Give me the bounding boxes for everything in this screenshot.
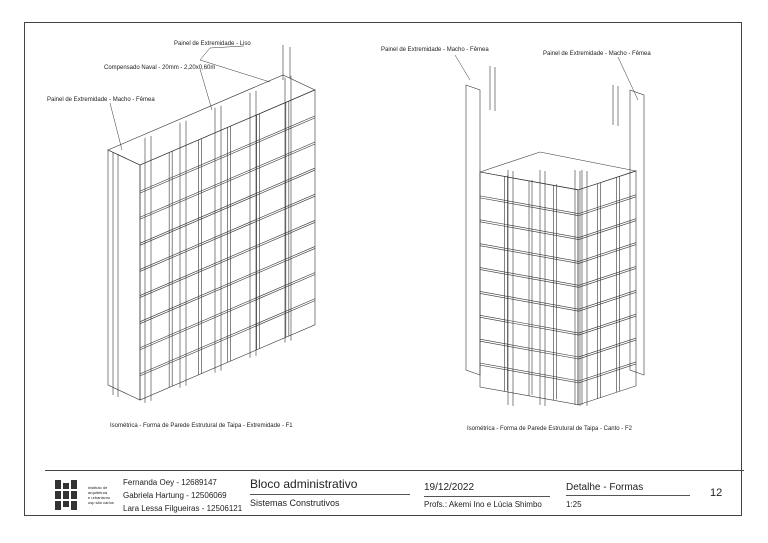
caption-right-drawing: Isométrica - Forma de Parede Estrutural de Taipa - Canto - F2 — [467, 426, 632, 432]
end-panel-f2-right — [630, 90, 644, 375]
leader-line-left-top — [200, 46, 270, 82]
label-end-panel-male-female-right-a: Painel de Extremidade - Macho - Fêmea — [381, 47, 489, 53]
divider — [566, 495, 690, 496]
divider — [424, 496, 550, 497]
caption-left-drawing: Isométrica - Forma de Parede Estrutural de Taipa - Extremidade - F1 — [110, 423, 293, 429]
project-title: Bloco administrativo — [250, 477, 358, 491]
logo-line: usp são carlos — [88, 500, 114, 505]
label-end-panel-male-female-left: Painel de Extremidade - Macho - Fêmea — [47, 97, 155, 103]
scale: 1:25 — [566, 500, 582, 509]
sheet-number: 12 — [710, 487, 723, 499]
date: 19/12/2022 — [424, 482, 475, 493]
student-2: Gabriela Hartung - 12506069 — [123, 491, 227, 500]
professors: Profs.: Akemi Ino e Lúcia Shimbo — [424, 500, 542, 509]
leader-line-right-right — [618, 57, 638, 100]
label-plywood: Compensado Naval - 20mm - 2,20x0,60m — [104, 65, 216, 71]
leader-lines — [110, 46, 638, 150]
label-end-panel-male-female-right-b: Painel de Extremidade - Macho - Fêmea — [543, 51, 651, 57]
logo-line: e urbanismo — [88, 495, 111, 500]
drawing-title: Detalhe - Formas — [566, 482, 644, 493]
logo-caption — [88, 485, 118, 505]
course-name: Sistemas Construtivos — [250, 498, 340, 508]
label-end-panel-smooth: Painel de Extremidade - Liso — [174, 41, 251, 47]
logo-line: instituto de — [88, 485, 108, 490]
end-panel-f2-left — [466, 85, 480, 375]
student-3: Lara Lessa Filgueiras - 12506121 — [123, 504, 243, 513]
top-edge-f1 — [108, 75, 315, 165]
institute-logo-icon — [55, 480, 81, 510]
logo-line: arquitetura — [88, 490, 108, 495]
leader-line-plywood — [200, 69, 212, 110]
top-edge-f2 — [480, 152, 636, 190]
divider — [250, 494, 410, 495]
leader-line-left-male — [110, 103, 122, 150]
leader-line-right-left — [455, 55, 470, 80]
right-formwork-drawing — [466, 66, 644, 406]
student-1: Fernanda Oey - 12689147 — [123, 478, 217, 487]
